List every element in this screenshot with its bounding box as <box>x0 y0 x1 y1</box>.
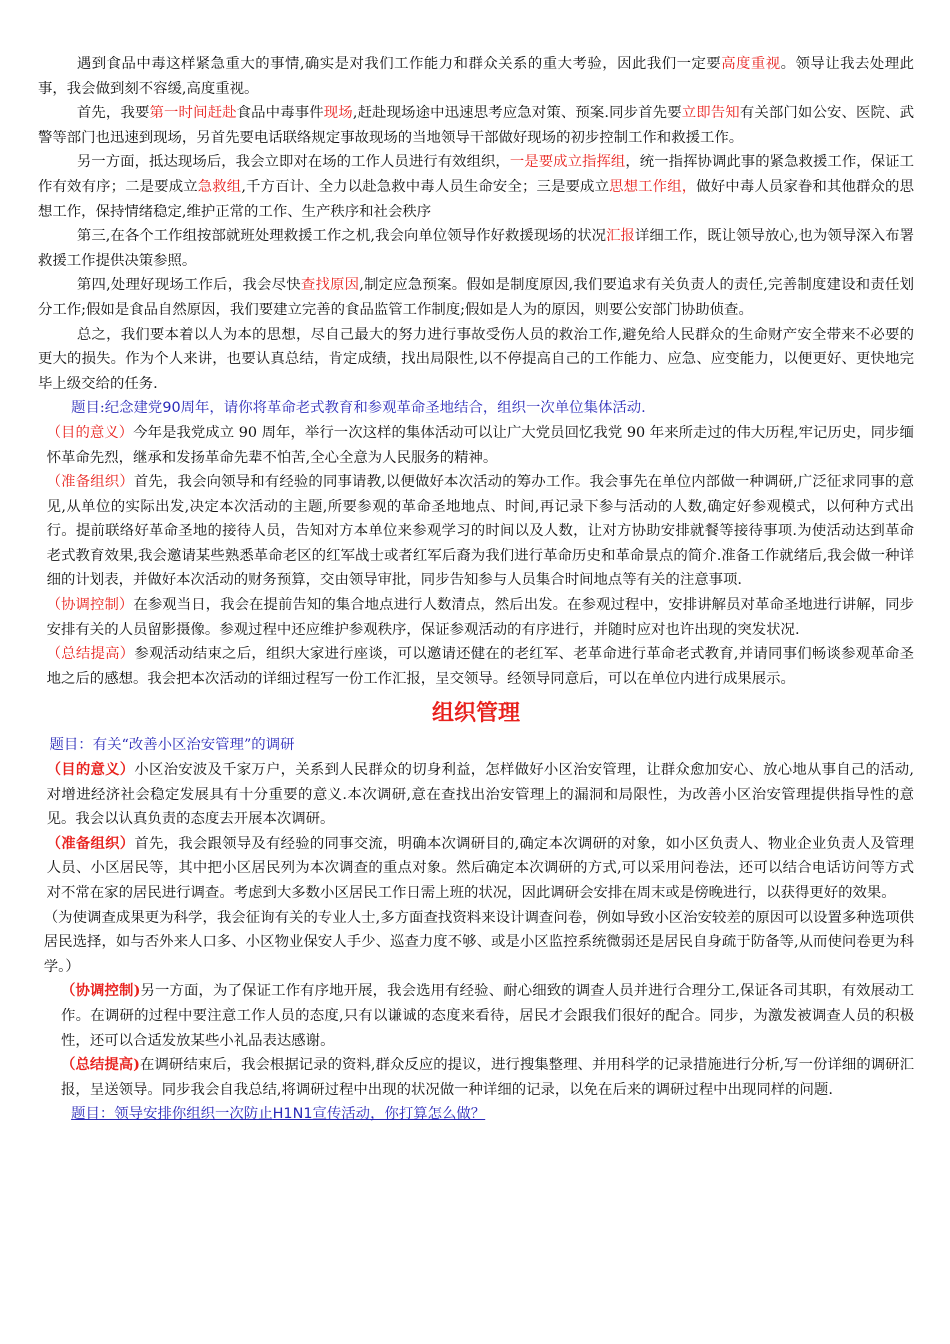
section-preparation: （准备组织）首先，我会向领导和有经验的同事请教,以便做好本次活动的筹办工作。我会事先在单位内部做一种调研,广泛征求同事的意见,从单位的实际出发,决定本次活动的主题,所要参观的革命圣地地点、时间,再记录下参与活动的人数,确定好参观模式，以何种方式出行。提前联络好革命圣地的接待人员，告知对方本单位来参观学习的时间以及人数，让对方协助安排就餐等接待事项.为使活动达到革命老式教育效果,我会邀请某些熟悉革命老区的红军战士或者红军后裔为我们进行革命历史和革命景点的简介.准备工作就绪后,我会做一种详细的计划表，并做好本次活动的财务预算，交由领导审批，同步告知参与人员集合时间地点等有关的注意事项. <box>46 474 914 589</box>
section-purpose: （目的意义）今年是我党成立 90 周年，举行一次这样的集体活动可以让广大党员回忆我党 90 年来所走过的伟大历程,牢记历史，同步缅怀革命先烈，继承和发扬革命先辈不怕苦,全心全意为人民服务的精神。 <box>46 424 914 466</box>
section-label: （准备组织） <box>46 474 134 491</box>
highlight-text: 汇报 <box>606 228 635 245</box>
section-label: （总结提高） <box>46 646 135 663</box>
highlight-text: 急救组 <box>197 178 242 195</box>
section-label: （目的意义） <box>46 424 134 441</box>
highlight-text: 思想工作组， <box>609 178 697 195</box>
highlight-text: 高度重视 <box>721 56 781 72</box>
highlight-text: 第一时间赶赴 <box>149 105 237 122</box>
section-note: （为使调查成果更为科学，我会征询有关的专业人士,多方面查找资料来设计调查问卷，例如导致小区治安较差的原因可以设置多种选项供居民选择，如与否外来人口多、小区物业保安人手少、巡查力度不够、或是小区监控系统微弱还是居民自身疏于防备等,从而使问卷更为科学。） <box>43 909 914 975</box>
highlight-text: 查找原因 <box>300 277 360 294</box>
section-coordination: （协调控制)另一方面，为了保证工作有序地开展，我会选用有经验、耐心细致的调查人员并进行合理分工,保证各司其职，有效展动工作。在调研的过程中要注意工作人员的态度,只有以谦诚的态度来看待，居民才会跟我们很好的配合。同步，为激发被调查人员的积极性，还可以合适发放某些小礼品表达感谢。 <box>61 982 914 1049</box>
section-label: （总结提高) <box>61 1056 140 1074</box>
section-purpose: （目的意义）小区治安波及千家万户，关系到人民群众的切身利益，怎样做好小区治安管理，让群众愈加安心、放心地从事自己的活动,对增进经济社会稳定发展具有十分重要的意义.本次调研,意在查找出治安管理上的漏洞和局限性，为改善小区治安管理提供指导性的意见。我会以认真负责的态度去开展本次调研。 <box>46 761 914 828</box>
highlight-text: 立即告知 <box>681 105 740 122</box>
paragraph-first: 首先，我要第一时间赶赴食品中毒事件现场,赶赴现场途中迅速思考应急对策、预案.同步首先要立即告知有关部门如公安、医院、武警等部门也迅速到现场，另首先要电话联络规定事故现场的当地领导干部做好现场的初步控制工作和救援工作。 <box>38 105 914 146</box>
paragraph-intro: 遇到食品中毒这样紧急重大的事情,确实是对我们工作能力和群众关系的重大考验，因此我们一定要高度重视。领导让我去处理此事，我会做到刻不容缓,高度重视。 <box>38 56 914 97</box>
highlight-text: 一是要成立指挥组 <box>509 154 626 171</box>
section-label: （协调控制) <box>61 982 141 1000</box>
highlight-text: 现场 <box>323 105 353 122</box>
question-title-community-security: 题目：有关“改善小区治安管理”的调研 <box>49 737 295 754</box>
paragraph-conclusion: 总之，我们要本着以人为本的思想，尽自己最大的努力进行事故受伤人员的救治工作,避免给人民群众的生命财产安全带来不必要的更大的损失。作为个人来讲，也要认真总结，肯定成绩，找出局限性,以不停提高自己的工作能力、应急、应变能力，以便更好、更快地完毕上级交给的任务. <box>38 326 914 392</box>
paragraph-fourth: 第四,处理好现场工作后，我会尽快查找原因,制定应急预案。假如是制度原因,我们要追求有关负责人的责任,完善制度建设和责任划分工作;假如是食品自然原因，我们要建立完善的食品监管工作制度;假如是人为的原因，则要公安部门协助侦查。 <box>38 277 915 318</box>
paragraph-second: 另一方面，抵达现场后，我会立即对在场的工作人员进行有效组织，一是要成立指挥组，统一指挥协调此事的紧急救援工作，保证工作有效有序；二是要成立急救组,千方百计、全力以赴急救中毒人员生命安全；三是要成立思想工作组，做好中毒人员家眷和其他群众的思想工作，保持情绪稳定,维护正常的工作、生产秩序和社会秩序 <box>38 154 914 220</box>
section-summary: （总结提高)在调研结束后，我会根据记录的资料,群众反应的提议，进行搜集整理、并用科学的记录措施进行分析,写一份详细的调研汇报，呈送领导。同步我会自我总结,将调研过程中出现的状况做一种详细的记录，以免在后来的调研过程中出现同样的问题. <box>61 1056 915 1098</box>
section-heading: 组织管理 <box>431 701 520 727</box>
question-title-h1n1: 题目：领导安排你组织一次防止H1N1宣传活动，你打算怎么做？ <box>71 1106 486 1123</box>
paragraph-third: 第三,在各个工作组按部就班处理救援工作之机,我会向单位领导作好救援现场的状况汇报详细工作，既让领导放心,也为领导深入布署救援工作提供决策参照。 <box>38 228 914 269</box>
section-label: （协调控制） <box>46 597 134 614</box>
section-summary: （总结提高）参观活动结束之后，组织大家进行座谈，可以邀请还健在的老红军、老革命进行革命老式教育,并请同事们畅谈参观革命圣地之后的感想。我会把本次活动的详细过程写一份工作汇报，呈交领导。经领导同意后，可以在单位内进行成果展示。 <box>46 646 914 687</box>
section-preparation: （准备组织）首先，我会跟领导及有经验的同事交流，明确本次调研目的,确定本次调研的对象，如小区负责人、物业企业负责人及管理人员、小区居民等，其中把小区居民列为本次调查的重点对象。然后确定本次调研的方式,可以采用问卷法，还可以结合电话访问等方式对不常在家的居民进行调查。考虑到大多数小区居民工作日需上班的状况，因此调研会安排在周末或是傍晚进行，以获得更好的效果。 <box>46 834 914 901</box>
section-coordination: （协调控制）在参观当日，我会在提前告知的集合地点进行人数清点，然后出发。在参观过程中，安排讲解员对革命圣地进行讲解，同步安排有关的人员留影摄像。参观过程中还应维护参观秩序，保证参观活动的有序进行，并随时应对也许出现的突发状况. <box>46 597 914 638</box>
section-label: （准备组织） <box>46 834 135 852</box>
section-label: （目的意义） <box>46 761 135 779</box>
question-title-party-90: 题目:纪念建党90周年，请你将革命老式教育和参观革命圣地结合，组织一次单位集体活动. <box>71 400 646 417</box>
